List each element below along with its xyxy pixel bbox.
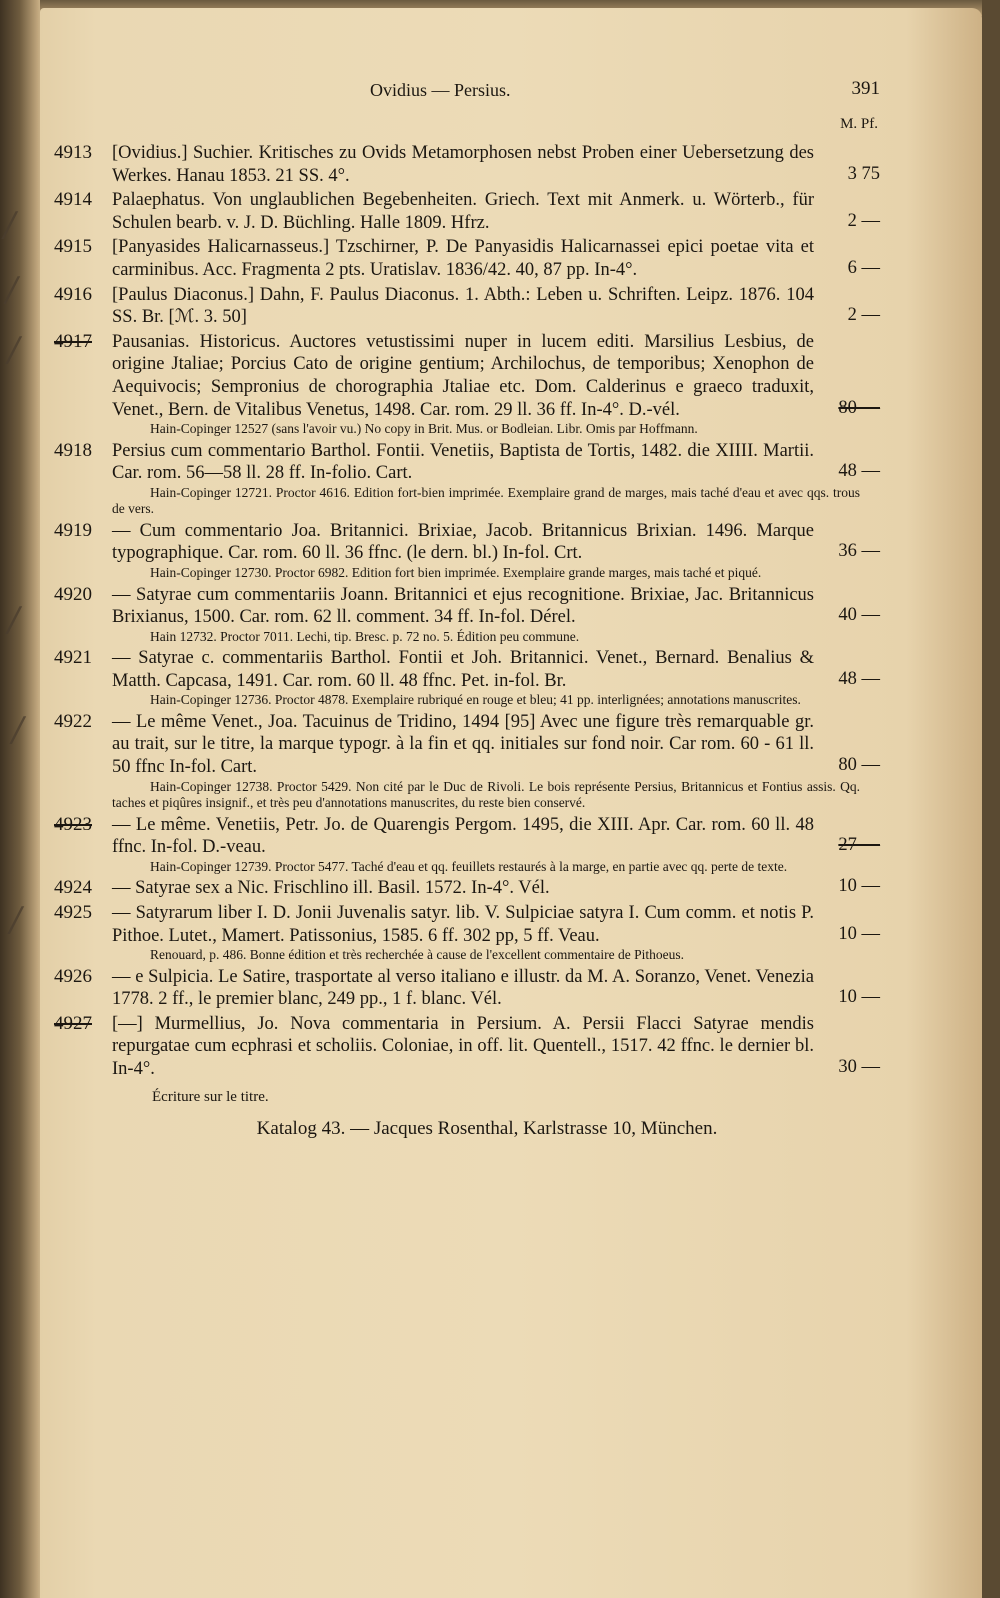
handwritten-margin-mark: / [8, 600, 20, 640]
entry-description: — Le même. Venetiis, Petr. Jo. de Quarengis Pergom. 1495, die XIII. Apr. Car. rom. 60 ll. 48 ffnc. In-fol. D.-veau. [112, 814, 814, 858]
lot-number: 4914 [54, 189, 92, 211]
entry-body [112, 711, 880, 779]
entry-bibliographic-note: Hain-Copinger 12736. Proctor 4878. Exemplaire rubriqué en rouge et bleu; 41 pp. interlignées; annotations manuscrites. [150, 692, 801, 708]
lot-number: 4923 [54, 813, 92, 835]
catalog-entry [54, 440, 880, 518]
catalog-entry [54, 647, 880, 709]
entry-body [112, 584, 880, 629]
entry-body [112, 1013, 880, 1081]
price-column-header: M. Pf. [840, 116, 878, 132]
catalog-entry [54, 966, 880, 1011]
entry-price: 27 — [838, 835, 880, 856]
catalog-entry [54, 814, 880, 876]
catalog-entry [54, 189, 880, 234]
entry-description: — Satyrae c. commentariis Barthol. Fontii et Joh. Britannici. Venet., Bernard. Benalius & Matth. Capcasa, 1491. Car. rom. 60 ll. 48 ffnc. Pet. in-fol. Br. [112, 648, 814, 691]
entry-bibliographic-note: Hain-Copinger 12730. Proctor 6982. Edition fort bien imprimée. Exemplaire grande marges, mais taché et piqué. [150, 565, 762, 580]
page-number: 391 [851, 78, 880, 99]
lot-number: 4919 [54, 519, 92, 541]
entry-body [112, 647, 880, 692]
handwritten-margin-mark: / [6, 270, 18, 310]
handwritten-margin-mark: / [12, 710, 24, 750]
catalog-entries [54, 142, 880, 1081]
catalog-entry [54, 877, 880, 900]
entry-price: 10 — [838, 987, 880, 1008]
entry-bibliographic-note: Hain-Copinger 12527 (sans l'avoir vu.) No copy in Brit. Mus. or Bodleian. Libr. Omis par Hoffmann. [150, 421, 698, 437]
entry-bibliographic-note: Renouard, p. 486. Bonne édition et très recherchée à cause de l'excellent commentaire de Pithoeus. [150, 947, 684, 963]
entry-description: — Le même Venet., Joa. Tacuinus de Tridino, 1494 [95] Avec une figure très remarquable gr. au trait, sur le titre, la marque typogr. à la fin et qq. initiales sur fond noir. Car rom. 60 - 61 ll. 50 ffnc In-fol. Cart. [112, 711, 814, 778]
entry-description: Persius cum commentario Barthol. Fontii. Venetiis, Baptista de Tortis, 1482. die XIIII. Martii. Car. rom. 56—58 ll. 28 ff. In-folio. Cart. [112, 440, 814, 484]
entry-body [112, 902, 880, 947]
entry-bibliographic-note: Hain-Copinger 12739. Proctor 5477. Taché d'eau et qq. feuillets restaurés à la marge, en partie avec qq. perte de texte. [150, 858, 788, 874]
entry-price: 2 — [847, 305, 880, 326]
entry-body [112, 236, 880, 281]
entry-price: 30 — [838, 1057, 880, 1077]
entry-description: — Cum commentario Joa. Britannici. Brixiae, Jacob. Britannicus Brixian. 1496. Marque typographique. Car. rom. 60 ll. 36 ffnc. (le dern. bl.) In-fol. Crt. [112, 520, 814, 564]
entry-description: — e Sulpicia. Le Satire, trasportate al verso italiano e illustr. da M. A. Soranzo, Venet. Venezia 1778. 2 ff., le premier blanc, 249 pp., 1 f. blanc. Vél. [112, 966, 814, 1010]
catalog-footer: Katalog 43. — Jacques Rosenthal, Karlstrasse 10, München. [256, 1117, 718, 1139]
lot-number: 4918 [54, 439, 92, 461]
entry-body [112, 284, 880, 329]
entry-description: [Paulus Diaconus.] Dahn, F. Paulus Diaconus. 1. Abth.: Leben u. Schriften. Leipz. 1876. 104 SS. Br. [ℳ. 3. 50] [112, 284, 814, 328]
lot-number: 4915 [54, 236, 92, 258]
footer-note: Écriture sur le titre. [152, 1088, 269, 1105]
entry-price: 2 — [847, 210, 880, 231]
entry-price: 48 — [838, 461, 880, 482]
catalog-entry [54, 236, 880, 281]
entry-description: [Panyasides Halicarnasseus.] Tzschirner, P. De Panyasidis Halicarnassei epici poetae vita et carminibus. Acc. Fragmenta 2 pts. Uratislav. 1836/42. 40, 87 pp. In-4°. [112, 237, 814, 280]
lot-number: 4925 [54, 901, 92, 923]
entry-description: — Satyrae cum commentariis Joann. Britannici et ejus recognitione. Brixiae, Jac. Britannicus Brixianus, 1500. Car. rom. 62 ll. comment. 34 ff. In-fol. Dérel. [112, 584, 814, 628]
entry-price: 6 — [847, 257, 880, 278]
entry-description: [Ovidius.] Suchier. Kritisches zu Ovids Metamorphosen nebst Proben einer Uebersetzung des Werkes. Hanau 1853. 21 SS. 4°. [112, 143, 814, 186]
entry-bibliographic-note: Hain-Copinger 12721. Proctor 4616. Edition fort-bien imprimée. Exemplaire grand de marges, mais taché d'eau et avec qqs. trous de vers. [112, 484, 860, 517]
running-title: Ovidius — Persius. [370, 80, 511, 100]
running-head [54, 62, 880, 102]
entry-description: Palaephatus. Von unglaublichen Begebenheiten. Griech. Text mit Anmerk. u. Wörterb., für Schulen bearb. v. J. D. Büchling. Halle 1809. Hfrz. [112, 190, 814, 233]
handwritten-margin-mark: / [10, 900, 22, 940]
catalog-entry [54, 331, 880, 438]
handwritten-margin-mark: / [4, 205, 16, 245]
entry-description: Pausanias. Historicus. Auctores vetustissimi nuper in lucem editi. Marsilius Lesbius, de origine Jtaliae; Porcius Cato de origine gentium; Archilochus, de temporibus; Xenophon de Aequivocis; Sempronius de chorographia Jtaliae etc. Dom. Calderinus e graeco traduxit, Venet., Bern. de Vitalibus Venetus, 1498. Car. rom. 29 ll. 36 ff. In-4°. D.-vél. [112, 331, 814, 420]
lot-number: 4920 [54, 583, 92, 605]
lot-number: 4924 [54, 877, 92, 899]
entry-body [112, 189, 880, 234]
catalog-entry [54, 520, 880, 582]
catalog-entry [54, 1013, 880, 1081]
entry-bibliographic-note: Hain 12732. Proctor 7011. Lechi, tip. Bresc. p. 72 no. 5. Édition peu commune. [150, 628, 580, 644]
lot-number: 4921 [54, 647, 92, 669]
entry-body [112, 142, 880, 187]
entry-bibliographic-note: Hain-Copinger 12738. Proctor 5429. Non cité par le Duc de Rivoli. Le bois représente Persius, Britannicus et Fontius assis. Qq. taches et piqûres insignif., et très peu d'annotations manuscrites, du reste bien conservé. [112, 778, 860, 811]
catalog-entry [54, 142, 880, 187]
lot-number: 4913 [54, 142, 92, 163]
catalog-entry [54, 584, 880, 646]
entry-body [112, 966, 880, 1011]
entry-body [112, 877, 880, 900]
lot-number: 4927 [54, 1012, 92, 1034]
entry-price: 3 75 [847, 163, 880, 184]
entry-price: 40 — [838, 605, 880, 626]
entry-body [112, 440, 880, 485]
entry-price: 36 — [838, 541, 880, 562]
entry-body [112, 331, 880, 421]
handwritten-margin-mark: / [8, 330, 20, 370]
catalog-entry [54, 284, 880, 329]
entry-description: — Satyrae sex a Nic. Frischlino ill. Basil. 1572. In-4°. Vél. [112, 878, 550, 899]
entry-description: [—] Murmellius, Jo. Nova commentaria in Persium. A. Persii Flacci Satyrae mendis repurgatae cum ecphrasi et scholiis. Coloniae, in off. lit. Quentell., 1517. 42 ffnc. le dernier bl. In-4°. [112, 1013, 814, 1079]
entry-price: 80 — [838, 397, 880, 418]
lot-number: 4916 [54, 283, 92, 305]
catalog-entry [54, 902, 880, 964]
lot-number: 4917 [54, 330, 92, 352]
lot-number: 4922 [54, 710, 92, 732]
catalog-entry [54, 711, 880, 812]
entry-description: — Satyrarum liber I. D. Jonii Juvenalis satyr. lib. V. Sulpiciae satyra I. Cum comm. et notis P. Pithoe. Lutet., Mamert. Patissonius, 1585. 6 ff. 302 pp, 5 ff. Veau. [112, 902, 814, 946]
entry-price: 48 — [838, 668, 880, 689]
lot-number: 4926 [54, 965, 92, 987]
entry-body [112, 520, 880, 565]
catalog-page-content [54, 62, 880, 1140]
entry-price: 10 — [838, 876, 880, 897]
entry-price: 80 — [838, 755, 880, 776]
entry-price: 10 — [838, 923, 880, 944]
entry-body [112, 814, 880, 859]
